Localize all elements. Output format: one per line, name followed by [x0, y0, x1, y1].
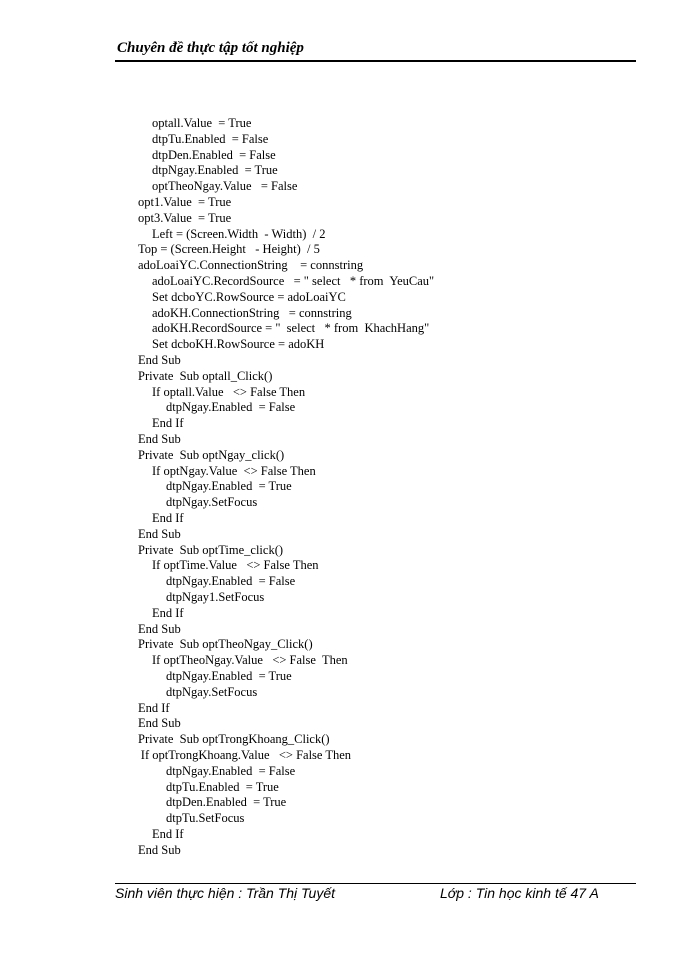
code-line: optTheoNgay.Value = False — [152, 179, 298, 194]
code-line: dtpNgay.Enabled = False — [166, 574, 296, 589]
code-line: End Sub — [138, 353, 181, 367]
code-line: End Sub — [138, 716, 181, 731]
code-line: adoKH.RecordSource = " select * from KhachHang" — [152, 321, 430, 336]
code-line: Private Sub optTheoNgay_Click() — [138, 637, 313, 652]
code-line: opt1.Value = True — [138, 195, 232, 209]
code-line: dtpNgay.SetFocus — [166, 495, 258, 510]
code-line: Private Sub optTime_click() — [138, 542, 284, 557]
code-line: optall.Value = True — [152, 116, 252, 130]
code-line: dtpTu.SetFocus — [166, 811, 245, 826]
header-divider — [115, 60, 636, 62]
code-line: End If — [152, 511, 184, 525]
code-line: adoLoaiYC.RecordSource = " select * from YeuCau" — [152, 274, 435, 288]
code-line: dtpNgay1.SetFocus — [166, 590, 265, 604]
code-line: adoKH.ConnectionString = connstring — [152, 305, 352, 320]
code-line: dtpNgay.Enabled = False — [166, 400, 296, 415]
code-line: End Sub — [138, 432, 181, 446]
code-line: Set dcboYC.RowSource = adoLoaiYC — [152, 289, 346, 304]
code-line: End Sub — [138, 621, 181, 636]
code-line: dtpTu.Enabled = False — [152, 131, 269, 146]
code-line: Set dcboKH.RowSource = adoKH — [152, 337, 325, 352]
code-line: adoLoaiYC.ConnectionString = connstring — [138, 258, 364, 273]
code-line: End Sub — [138, 526, 181, 541]
code-line: End If — [152, 827, 184, 841]
code-line: Top = (Screen.Height - Height) / 5 — [138, 242, 320, 257]
page-header-title: Chuyên đề thực tập tốt nghiệp — [117, 40, 304, 56]
code-line: dtpDen.Enabled = False — [152, 147, 276, 162]
code-line: Private Sub optNgay_click() — [138, 447, 285, 462]
code-line: dtpNgay.Enabled = False — [166, 763, 296, 778]
code-line: If optTime.Value <> False Then — [152, 558, 319, 573]
code-line: dtpNgay.Enabled = True — [166, 479, 292, 494]
code-line: If optall.Value <> False Then — [152, 384, 306, 399]
code-line: If optTrongKhoang.Value <> False Then — [140, 748, 352, 762]
footer-class-name: Lớp : Tin học kinh tế 47 A — [440, 885, 599, 901]
footer-student-name: Sinh viên thực hiện : Trần Thị Tuyết — [115, 885, 336, 901]
footer-divider — [115, 883, 636, 884]
code-line: If optNgay.Value <> False Then — [152, 463, 316, 478]
code-line: End Sub — [138, 842, 181, 857]
code-line: dtpNgay.SetFocus — [166, 684, 258, 699]
code-line: End If — [152, 416, 184, 431]
code-line: End If — [152, 605, 184, 620]
code-line: Private Sub optTrongKhoang_Click() — [138, 732, 330, 747]
code-line: dtpTu.Enabled = True — [166, 779, 279, 794]
code-line: Left = (Screen.Width - Width) / 2 — [152, 226, 326, 241]
code-line: If optTheoNgay.Value <> False Then — [152, 653, 348, 668]
code-line: Private Sub optall_Click() — [138, 368, 273, 383]
code-line: End If — [138, 700, 170, 715]
code-line: dtpNgay.Enabled = True — [166, 669, 292, 683]
code-line: opt3.Value = True — [138, 210, 232, 225]
code-line: dtpNgay.Enabled = True — [152, 163, 278, 178]
code-line: dtpDen.Enabled = True — [166, 795, 287, 810]
